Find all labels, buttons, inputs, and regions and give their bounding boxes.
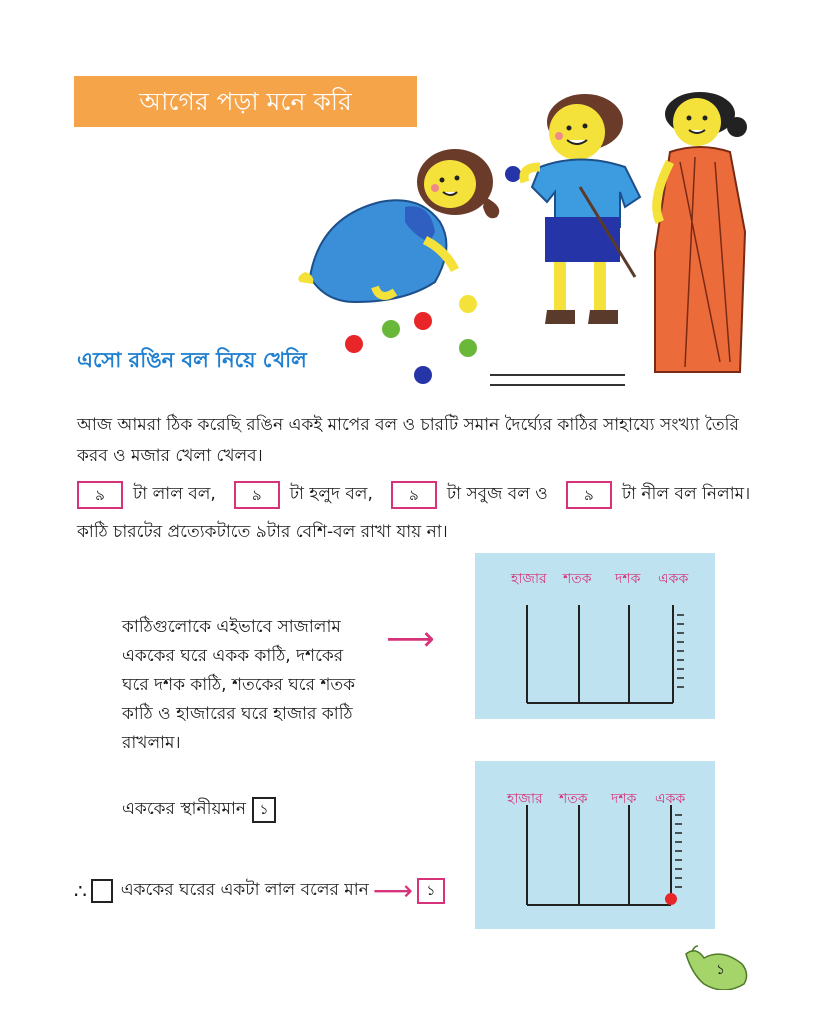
arrangement-paragraph	[122, 613, 402, 758]
place-value-line	[122, 796, 276, 824]
place-value-label: এককের স্থানীয়মান	[122, 799, 247, 819]
right-arrow-icon: ⟶	[386, 619, 435, 659]
intro-line-2: করব ও মজার খেলা খেলব।	[77, 446, 263, 466]
abacus-panel-one-ball	[475, 761, 715, 929]
arrange-line-1: কাঠিগুলোকে এইভাবে সাজালাম	[122, 617, 341, 637]
rule-line: কাঠি চারটের প্রত্যেকটাতে ৯টার বেশি-বল রাখা যায় না।	[77, 522, 448, 542]
page-title: আগের পড়া মনে করি	[139, 87, 352, 116]
red-ball	[665, 893, 677, 905]
label-tens: দশক	[611, 791, 637, 807]
label-ones: একক	[658, 571, 689, 587]
right-arrow-icon: ⟶	[372, 874, 413, 907]
conclusion-line	[74, 874, 445, 907]
abacus-rods	[475, 761, 715, 929]
page-number: ১	[716, 962, 726, 978]
label-ones: একক	[655, 791, 686, 807]
label-thousands: হাজার	[511, 571, 547, 587]
label-hundreds: শতক	[563, 571, 592, 587]
green-count-box: ৯	[391, 481, 437, 509]
intro-paragraph	[77, 410, 757, 472]
label-tens: দশক	[615, 571, 641, 587]
children-playing-illustration	[285, 92, 765, 397]
standing-boy-figure	[505, 94, 640, 324]
section-heading: এসো রঙিন বল নিয়ে খেলি	[77, 348, 307, 372]
label-thousands: হাজার	[507, 791, 543, 807]
yellow-count-box: ৯	[234, 481, 280, 509]
conclusion-value-box: ১	[417, 878, 445, 904]
colored-balls	[345, 295, 477, 384]
conclusion-text: এককের ঘরের একটা লাল বলের মান	[120, 879, 369, 900]
yellow-ball-text: টা হলুদ বল,	[289, 484, 373, 504]
ball-count-row	[77, 481, 750, 509]
label-hundreds: শতক	[559, 791, 588, 807]
intro-line-1: আজ আমরা ঠিক করেছি রঙিন একই মাপের বল ও চারটি সমান দৈর্ঘ্যের কাঠির সাহায্যে সংখ্যা তৈরি	[77, 415, 739, 435]
blue-ball-text: টা নীল বল নিলাম।	[621, 484, 751, 504]
red-count-box: ৯	[77, 481, 123, 509]
green-ball-text: টা সবুজ বল ও	[446, 484, 548, 504]
therefore-symbol: ∴	[74, 878, 87, 903]
place-value-box: ১	[252, 797, 276, 823]
empty-answer-box	[91, 879, 113, 903]
abacus-panel-empty	[475, 553, 715, 719]
woman-in-sari-figure	[655, 92, 747, 372]
arrange-line-5: রাখলাম।	[122, 733, 181, 753]
page-number-leaf	[682, 944, 752, 990]
red-ball-text: টা লাল বল,	[133, 484, 216, 504]
arrange-line-2: এককের ঘরে একক কাঠি, দশকের	[122, 646, 344, 666]
arrange-line-3: ঘরে দশক কাঠি, শতকের ঘরে শতক	[122, 675, 356, 695]
arrange-line-4: কাঠি ও হাজারের ঘরে হাজার কাঠি	[122, 704, 353, 724]
abacus-rods	[475, 553, 715, 719]
blue-count-box: ৯	[566, 481, 612, 509]
crawling-girl-figure	[298, 149, 499, 302]
